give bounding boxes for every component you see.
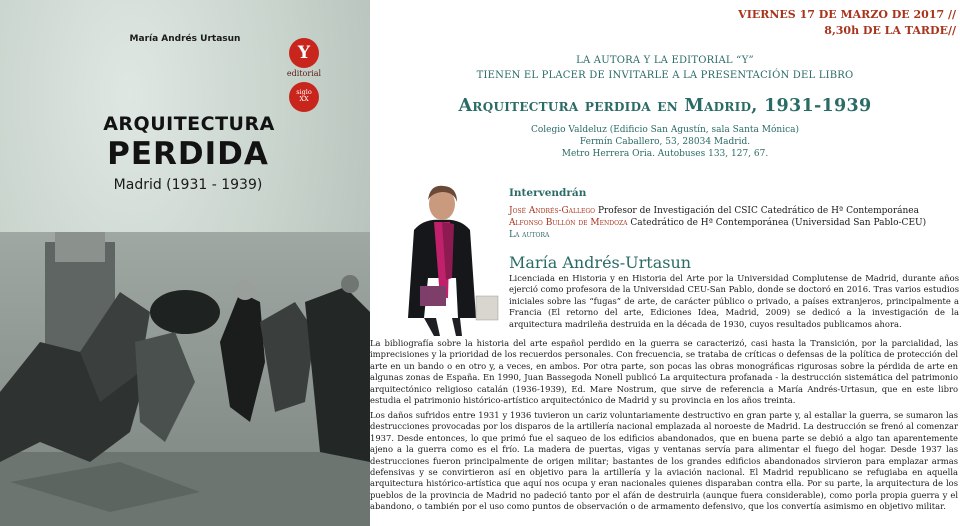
speaker-row <box>509 218 926 228</box>
cover-photo <box>0 232 370 526</box>
speakers-heading: Intervendrán <box>509 187 587 199</box>
speaker-role: Catedrático de Hª Contemporánea (Universidad San Pablo-CEU) <box>627 218 927 228</box>
event-time: 8,30h DE LA TARDE// <box>824 24 956 37</box>
speaker-name: La autora <box>509 230 550 240</box>
venue-line2: Fermín Caballero, 53, 28034 Madrid. <box>579 137 751 147</box>
cover-title-line2: PERDIDA <box>107 136 269 172</box>
book-description-1: La bibliografía sobre la historia del arte español perdido en la guerra se caracterizó, casi hasta la Transición, por la parcialidad, las imprecisiones y la prioridad de los recuerdos personales. Con frecuencia, se trataba de críticas o defensas de la política de protección del arte en un bando o en otro y, a veces, en ambos. Por otra parte, son pocas las obras monográficas rigurosas sobre la pérdida de arte en algunas zonas de España. En 1990, Juan Bassegoda Nonell publicó La arquitectura profanada - la destrucción sistemática del patrimonio arquitectónico religioso catalán (1936-1939), Ed. Mare Nostrum, que sirve de referencia a María Andrés-Urtasun, que en este libro estudia el patrimonio histórico-artístico arquitectónico de Madrid y su provincia en los años treinta. <box>370 338 958 406</box>
speaker-row <box>509 206 919 216</box>
venue-line3: Metro Herrera Oria. Autobuses 133, 127, 67. <box>561 149 769 159</box>
series-logo-line2: XX <box>299 95 309 103</box>
venue-line1: Colegio Valdeluz (Edificio San Agustín, sala Santa Mónica) <box>531 125 799 135</box>
book-cover <box>0 0 370 526</box>
event-date: VIERNES 17 DE MARZO DE 2017 // <box>738 8 956 21</box>
publisher-logo: Y <box>289 38 319 68</box>
series-logo <box>289 82 319 112</box>
author-name: María Andrés-Urtasun <box>509 253 692 272</box>
book-title: Arquitectura perdida en Madrid, 1931-1939 <box>458 96 872 116</box>
invitation-intro-line2: TIENEN EL PLACER DE INVITARLE A LA PRESENTACIÓN DEL LIBRO <box>476 70 854 81</box>
cover-subtitle: Madrid (1931 - 1939) <box>113 177 263 193</box>
invitation-intro-line1: LA AUTORA Y LA EDITORIAL “Y” <box>576 55 754 66</box>
speaker-role: Profesor de Investigación del CSIC Catedrático de Hª Contemporánea <box>595 206 919 216</box>
invitation-panel <box>370 0 960 526</box>
author-portrait <box>394 178 504 338</box>
publisher-logo-label: editorial <box>286 69 322 78</box>
cover-author: María Andrés Urtasun <box>129 34 241 44</box>
series-logo-line1: siglo <box>296 88 312 96</box>
speaker-name: Alfonso Bullón de Mendoza <box>509 218 628 228</box>
author-bio: Licenciada en Historia y en Historia del Arte por la Universidad Complutense de Madrid, durante años ejerció como profesora de la Universidad CEU-San Pablo, donde se doctoró en 2016. Tras varios estudios iniciales sobre las “fugas” de arte, de carácter público o privado, a países extranjeros, principalmente a Francia (El retorno del arte, Ediciones Idea, Madrid, 2009) se dedicó a la investigación de la arquitectura madrileña destruida en la década de 1930, cuyos resultados publicamos ahora. <box>509 273 959 329</box>
book-description-2: Los daños sufridos entre 1931 y 1936 tuvieron un cariz voluntariamente destructivo en gran parte y, al estallar la guerra, se sumaron las destrucciones provocadas por los disparos de la artillería nacional emplazada al noroeste de Madrid. La destrucción se frenó al comenzar 1937. Desde entonces, lo que primó fue el saqueo de los edificios abandonados, que en buena parte se debió a algo tan aparentemente ajeno a la guerra como es el frío. La madera de puertas, vigas y ventanas servía para alimentar el fuego del hogar. Desde 1937 las destrucciones fueron principalmente de origen militar; bastantes de los grandes edificios abandonados sirvieron para emplazar armas defensivas y se convirtieron así en objetivo para la artillería y la aviación nacional. El Madrid republicano se refugiaba en aquella arquitectura histórico-artística que aquí nos ocupa y eran nacionales quienes disparaban contra ella. Por su parte, la arquitectura de los pueblos de la provincia de Madrid no padeció tanto por el afán de destruirla (aunque fuera considerable), como porla propia guerra y el abandono, o también por el uso como puntos de observación o de armamento defensivo, que los convertía asimismo en objetivo militar. <box>370 410 958 512</box>
speaker-row <box>509 230 549 240</box>
speaker-name: José Andrés-Gallego <box>509 206 596 216</box>
cover-title-line1: ARQUITECTURA <box>103 113 275 135</box>
